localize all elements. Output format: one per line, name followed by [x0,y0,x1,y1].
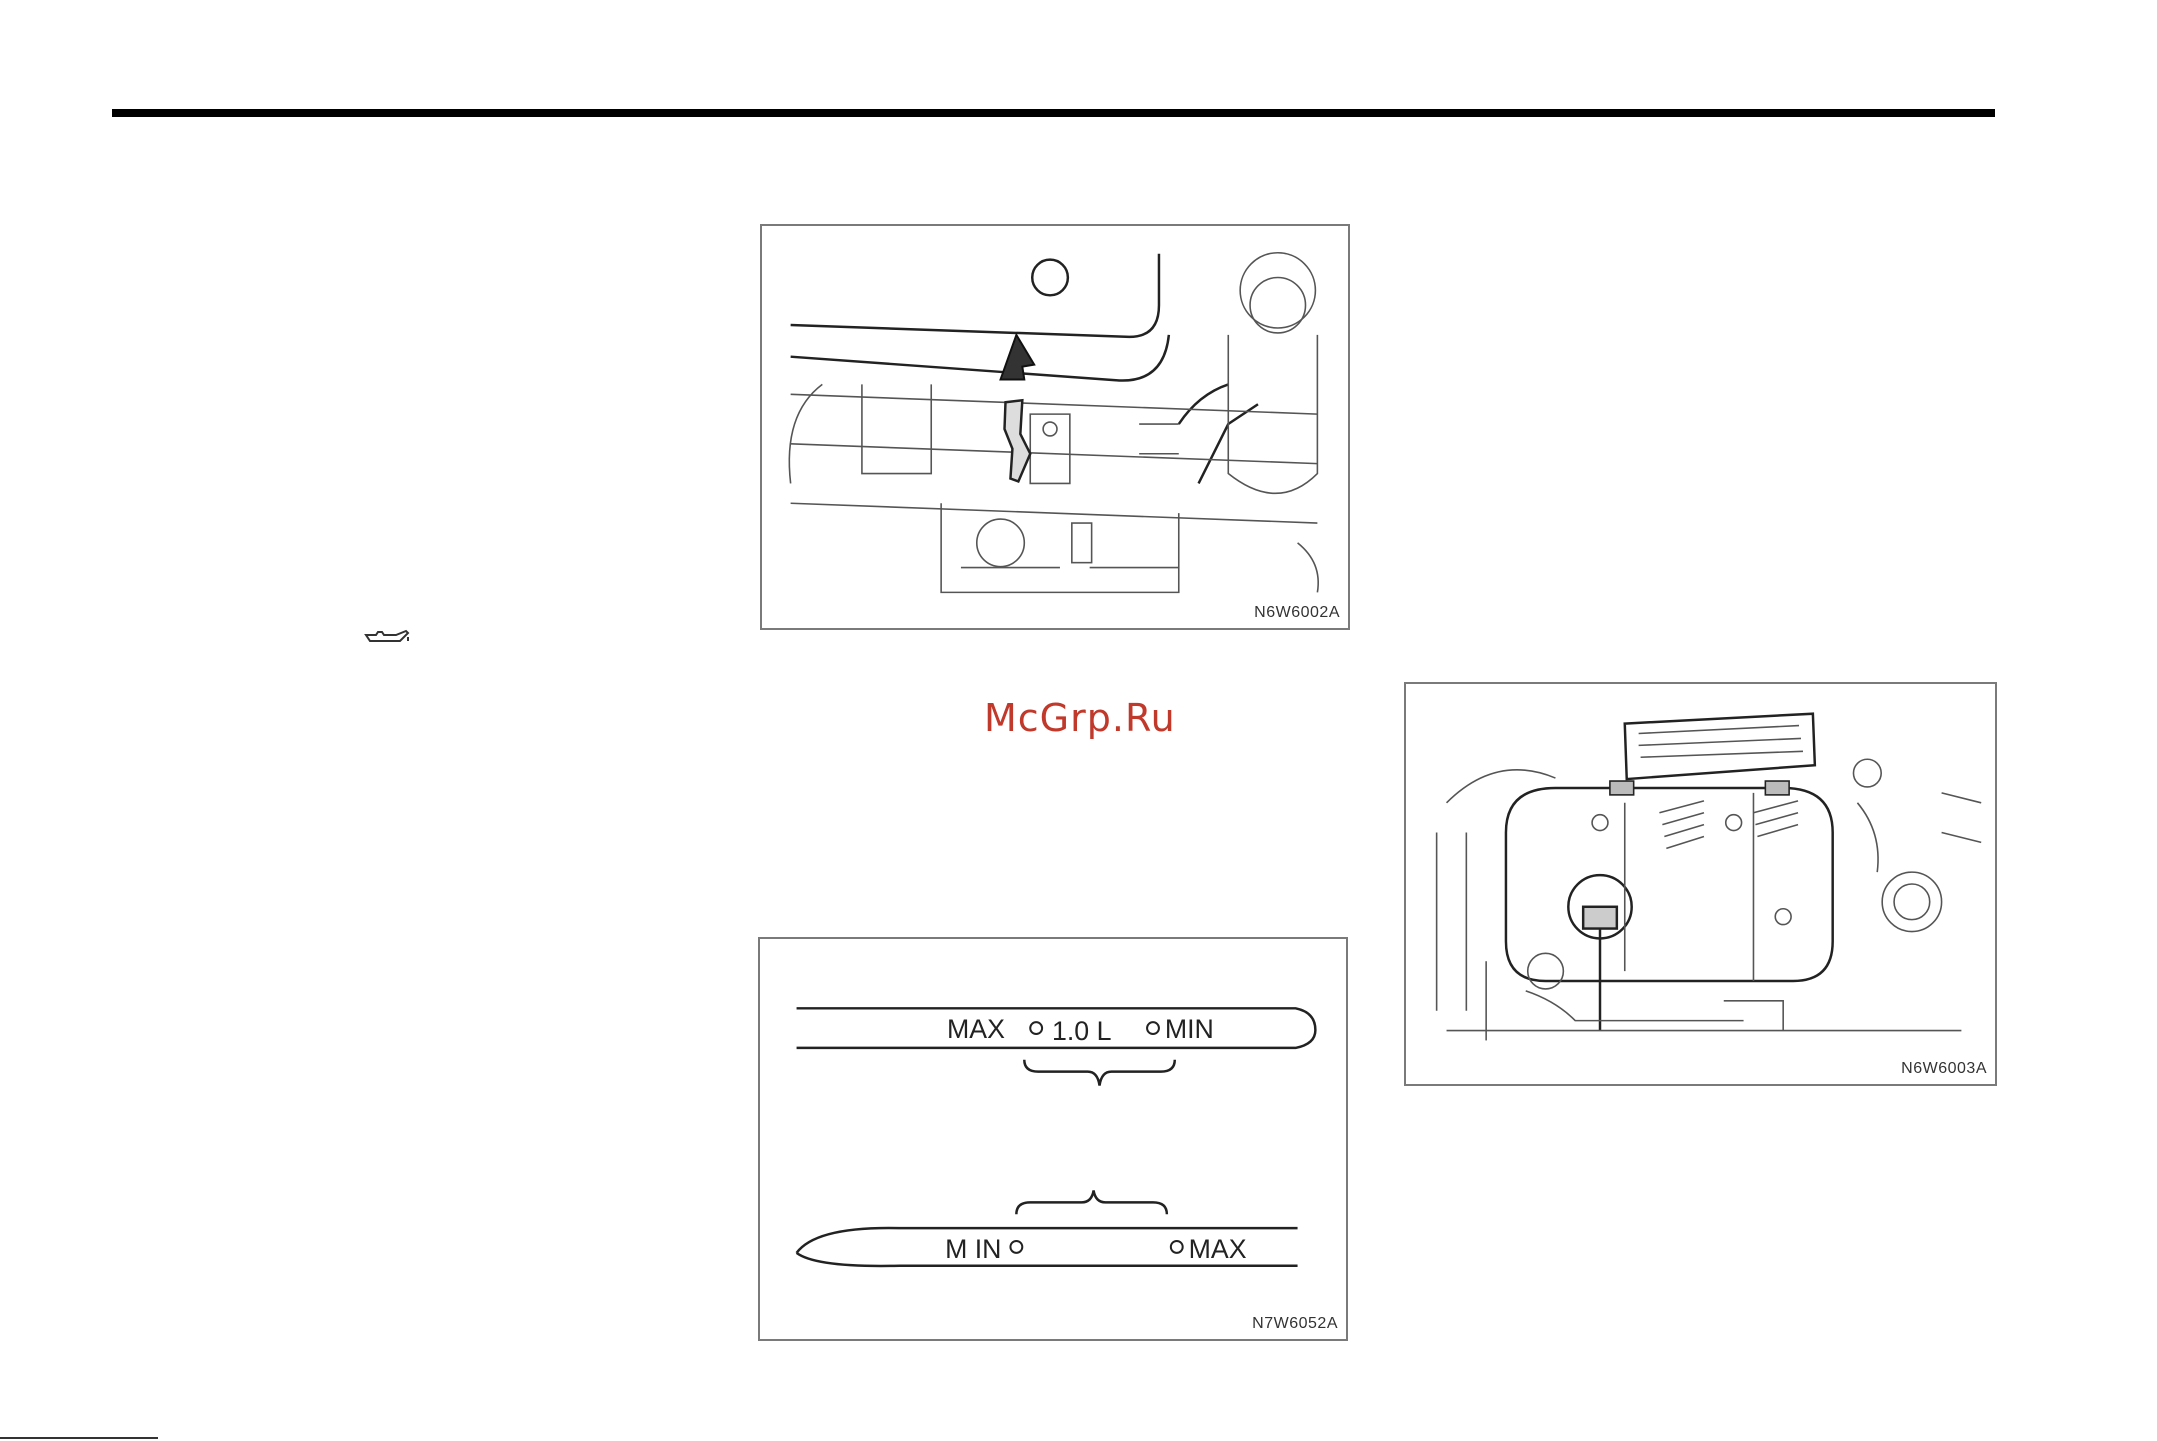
figure-oil-filler-cap [1404,682,1997,1086]
oil-filler-cap-illustration [1406,684,1995,1084]
figure-code: N6W6003A [1901,1060,1987,1077]
dipstick-b-max-label: MAX [1188,1233,1247,1264]
dipstick-b-min-label: M IN [945,1233,1002,1264]
dipstick-a-volume-label: 1.0 L [1052,1015,1112,1046]
watermark: McGrp.Ru [984,696,1176,740]
dipstick-location-illustration [762,226,1348,628]
dipstick-marks-illustration [760,939,1346,1339]
figure-dipstick-marks [758,937,1348,1341]
figure-dipstick-location [760,224,1350,630]
figure-code: N6W6002A [1254,604,1340,621]
figure-code: N7W6052A [1252,1315,1338,1332]
dipstick-a-min-label: MIN [1164,1014,1214,1045]
header-rule [112,109,1995,117]
dipstick-a-max-label: MAX [947,1014,1005,1045]
oil-can-icon [362,627,412,649]
footer-rule [0,1437,158,1439]
